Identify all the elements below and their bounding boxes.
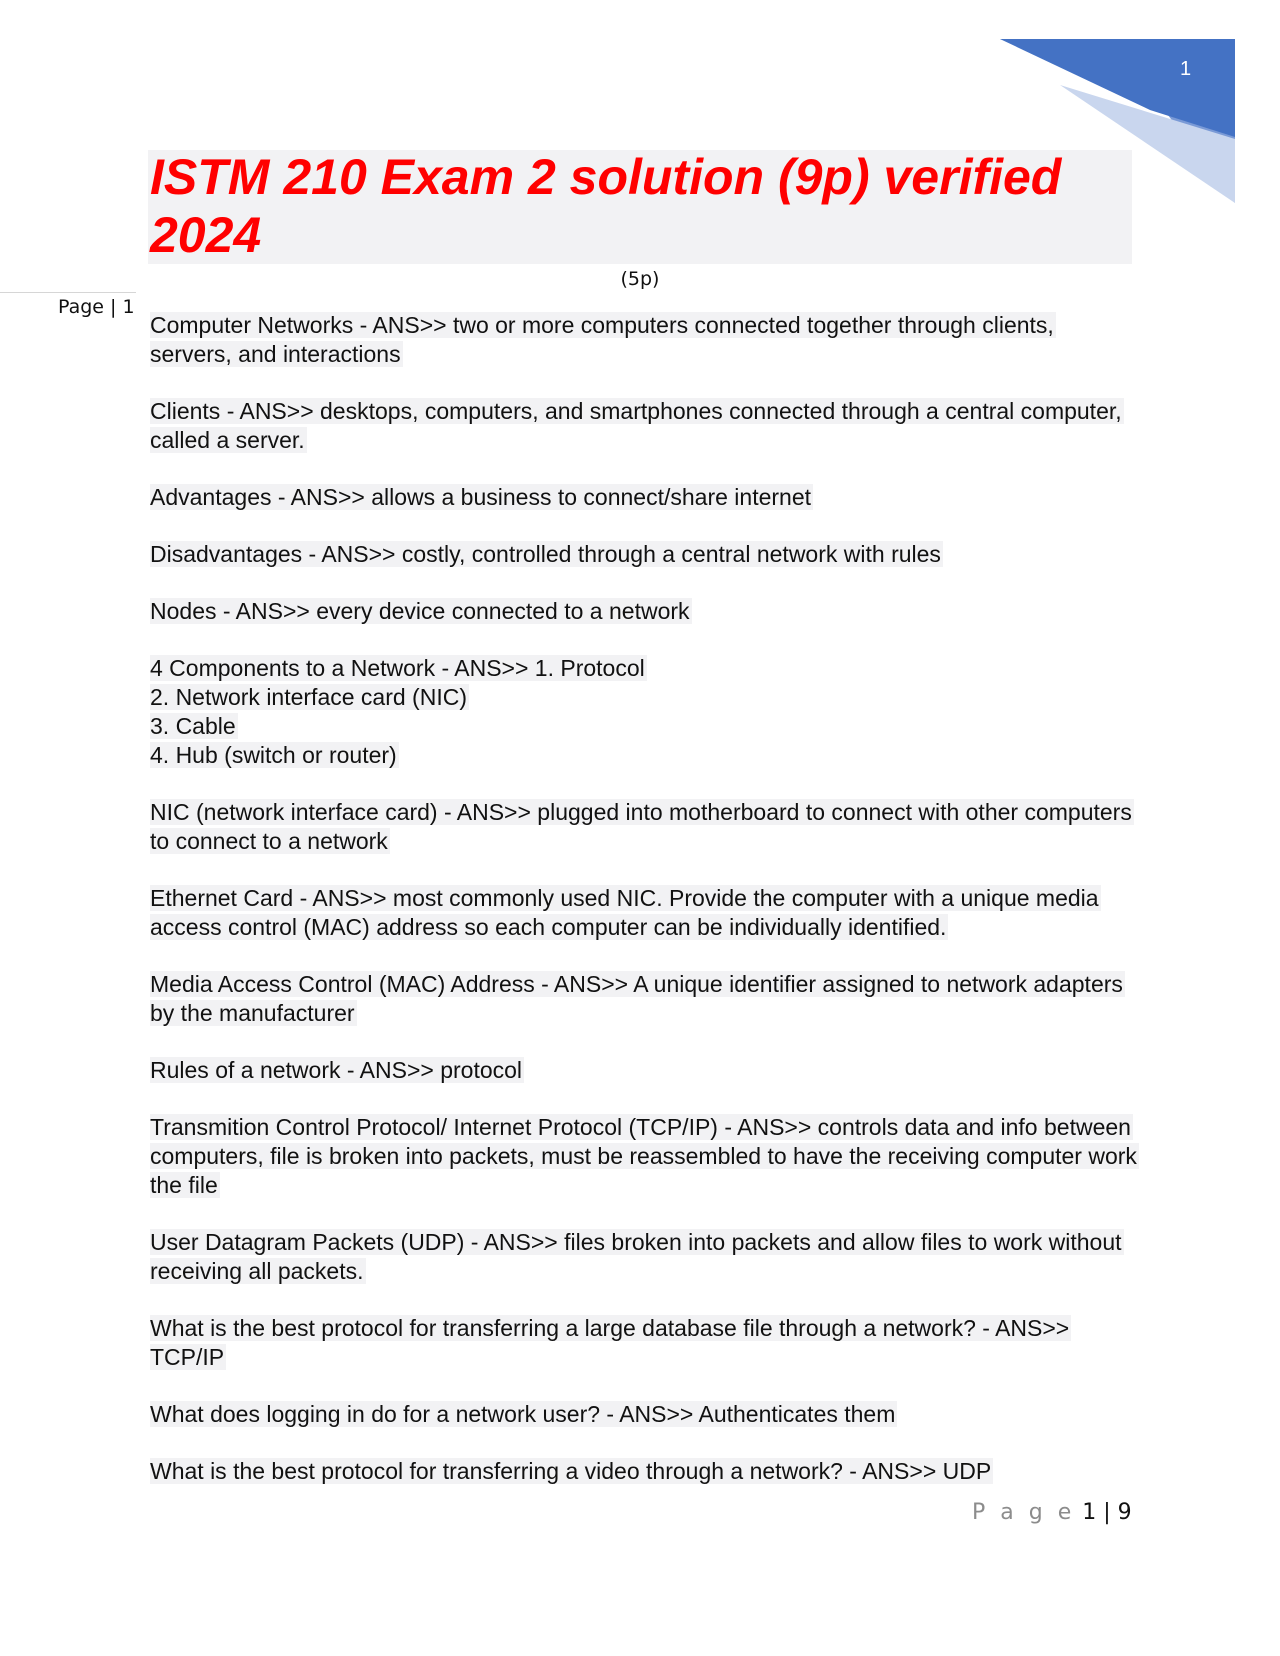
qa-entry: [150, 311, 1140, 369]
side-rule: [0, 292, 136, 293]
qa-entry-text: NIC (network interface card) - ANS>> plugged into motherboard to connect with other computers to connect to a network: [150, 799, 1132, 854]
qa-entry: [150, 597, 1140, 626]
document-title: ISTM 210 Exam 2 solution (9p) verified 2024: [150, 149, 1062, 263]
side-page-label: Page | 1: [58, 296, 135, 318]
qa-entry-text: What is the best protocol for transferring a video through a network? - ANS>> UDP: [150, 1458, 992, 1484]
qa-entry: [150, 798, 1140, 856]
qa-entry-text: User Datagram Packets (UDP) - ANS>> files broken into packets and allow files to work without receiving all packets.: [150, 1229, 1122, 1284]
qa-entry-text: Ethernet Card - ANS>> most commonly used NIC. Provide the computer with a unique media access control (MAC) address so each computer can be individually identified.: [150, 885, 1099, 940]
qa-entry-text: 2. Network interface card (NIC): [150, 684, 467, 710]
qa-entry: [150, 1113, 1140, 1200]
qa-entry: [150, 884, 1140, 942]
qa-entry-text: Advantages - ANS>> allows a business to connect/share internet: [150, 484, 812, 510]
header-page-number: 1: [1180, 58, 1192, 80]
qa-entry: [150, 397, 1140, 455]
qa-list: [150, 311, 1140, 1514]
qa-entry: [150, 540, 1140, 569]
qa-entry: [150, 970, 1140, 1028]
qa-entry-text: Rules of a network - ANS>> protocol: [150, 1057, 523, 1083]
qa-entry-text: 4 Components to a Network - ANS>> 1. Protocol: [150, 655, 645, 681]
qa-entry-text: Transmition Control Protocol/ Internet Protocol (TCP/IP) - ANS>> controls data and info between computers, file is broken into packets, must be reassembled to have the receiving computer work the file: [150, 1114, 1137, 1198]
qa-entry-text: 4. Hub (switch or router): [150, 742, 397, 768]
qa-entry: [150, 1457, 1140, 1486]
qa-entry-text: Clients - ANS>> desktops, computers, and smartphones connected through a central computer, called a server.: [150, 398, 1122, 453]
qa-entry: [150, 654, 1140, 770]
qa-entry: [150, 483, 1140, 512]
qa-entry-text: What does logging in do for a network user? - ANS>> Authenticates them: [150, 1401, 896, 1427]
qa-entry: [150, 1056, 1140, 1085]
qa-entry-text: What is the best protocol for transferring a large database file through a network? - ANS>> TCP/IP: [150, 1315, 1070, 1370]
document-subtitle: (5p): [620, 268, 660, 290]
qa-entry-text: 3. Cable: [150, 713, 236, 739]
qa-entry-text: Computer Networks - ANS>> two or more computers connected together through clients, servers, and interactions: [150, 312, 1054, 367]
qa-entry-text: Disadvantages - ANS>> costly, controlled through a central network with rules: [150, 541, 941, 567]
page-footer: [972, 1500, 1132, 1525]
footer-page-number: 1 | 9: [1082, 1500, 1132, 1525]
qa-entry-text: Media Access Control (MAC) Address - ANS>> A unique identifier assigned to network adapters by the manufacturer: [150, 971, 1123, 1026]
qa-entry: [150, 1400, 1140, 1429]
qa-entry: [150, 1228, 1140, 1286]
qa-entry: [150, 1314, 1140, 1372]
qa-entry-text: Nodes - ANS>> every device connected to a network: [150, 598, 690, 624]
footer-page-label: P a g e: [972, 1500, 1076, 1525]
